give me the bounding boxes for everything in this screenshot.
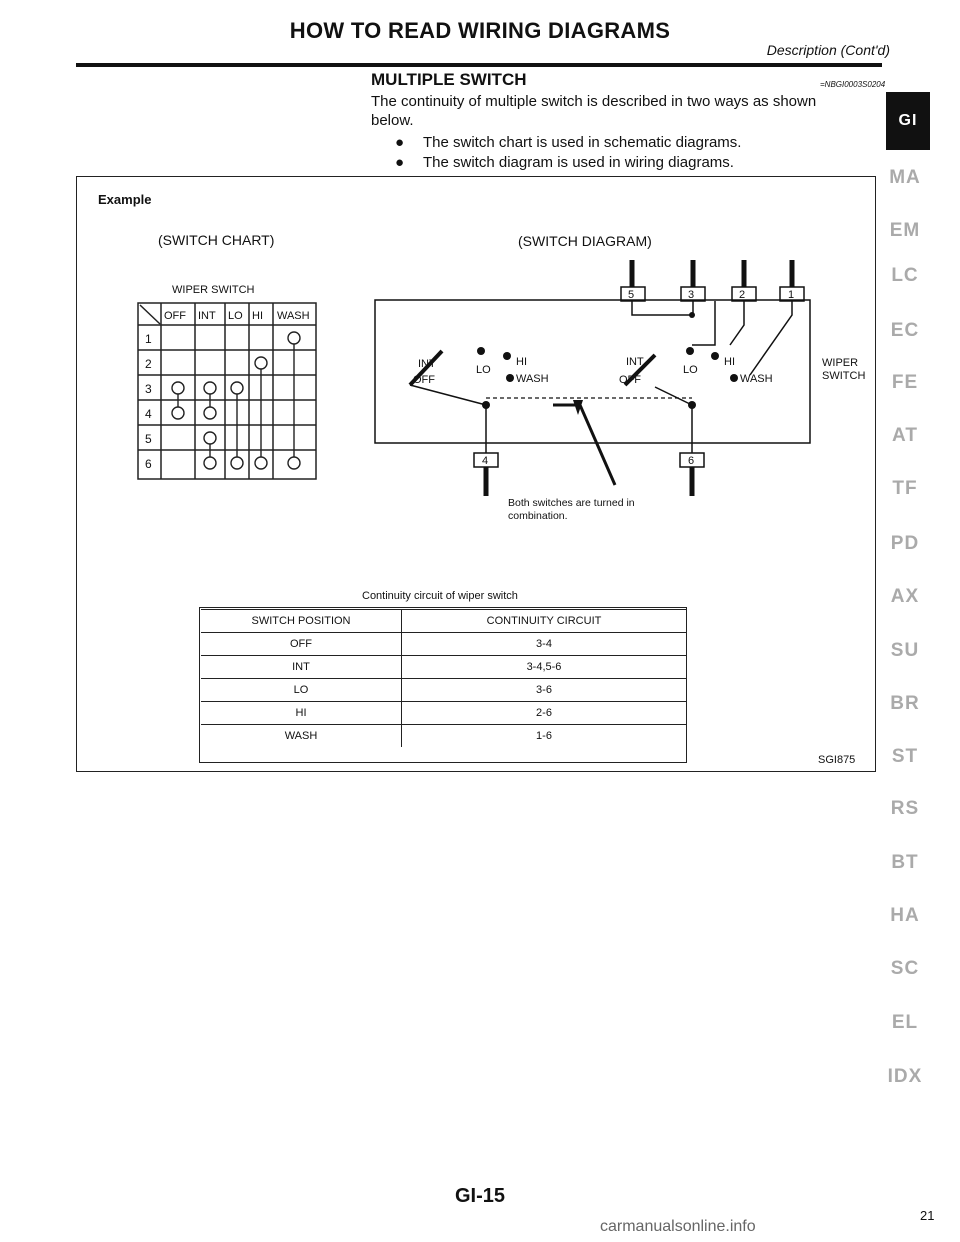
wiper-switch-chart-title: WIPER SWITCH (172, 284, 255, 296)
intro-line-1: The continuity of multiple switch is described in two ways as shown (371, 93, 817, 110)
chart-row-label: 5 (145, 432, 152, 446)
right-int-label: INT (626, 356, 644, 368)
chart-row-label: 2 (145, 357, 152, 371)
chart-row-label: 4 (145, 407, 152, 421)
left-int-label: INT (418, 358, 436, 370)
sidebar-tab-ec[interactable]: EC (890, 320, 920, 341)
bullet-item (395, 154, 734, 171)
chart-contact-circle (172, 407, 184, 419)
sidebar-tab-su[interactable]: SU (890, 640, 920, 661)
left-off-label: OFF (413, 374, 435, 386)
sidebar-tab-ma[interactable]: MA (889, 167, 921, 188)
left-hi-label: HI (516, 356, 527, 368)
page-subtitle: Description (Cont'd) (766, 42, 890, 58)
table-row (201, 702, 686, 725)
chart-contact-circle (204, 382, 216, 394)
section-heading: MULTIPLE SWITCH (371, 70, 527, 89)
wiper-label-line: SWITCH (822, 370, 866, 382)
terminal-label: 4 (482, 455, 489, 467)
table-cell: INT (201, 656, 402, 679)
contact-dot (711, 352, 719, 360)
switch-diagram (370, 255, 820, 500)
contact-dot (506, 374, 514, 382)
sidebar-tab-bt[interactable]: BT (891, 852, 919, 873)
intro-line-2: below. (371, 112, 414, 129)
terminal-label: 1 (788, 289, 795, 301)
sidebar-tab-st[interactable]: ST (891, 746, 919, 767)
table-cell: 3-4,5-6 (402, 656, 687, 679)
bullet-dot-icon: ● (395, 134, 405, 151)
terminal-label: 5 (628, 289, 635, 301)
table-cell: WASH (201, 725, 402, 748)
table-cell: 1-6 (536, 730, 552, 742)
terminal-label: 6 (688, 455, 695, 467)
table-cell: OFF (201, 633, 402, 656)
sidebar-tab-at[interactable]: AT (892, 425, 918, 446)
table-cell: HI (201, 702, 402, 725)
switch-diagram-caption: (SWITCH DIAGRAM) (518, 233, 652, 249)
sidebar-tab-fe[interactable]: FE (891, 372, 919, 393)
wiper-switch-label (822, 357, 865, 383)
table-row (201, 656, 686, 679)
chart-contact-circle (172, 382, 184, 394)
chart-row-label: 1 (145, 332, 152, 346)
contact-dot (689, 312, 695, 318)
switch-chart-grid (135, 300, 320, 485)
sidebar-tab-ax[interactable]: AX (890, 586, 920, 607)
page-number: 21 (920, 1208, 935, 1223)
combination-note-line: Both switches are turned in (508, 497, 635, 509)
chart-contact-circle (255, 357, 267, 369)
bullet-item (395, 134, 741, 151)
sidebar-tab-rs[interactable]: RS (890, 798, 920, 819)
figure-code: SGI875 (818, 754, 856, 766)
contact-dot (688, 401, 696, 409)
chart-contact-circle (204, 407, 216, 419)
contact-dot (482, 401, 490, 409)
sidebar-tab-em[interactable]: EM (889, 220, 921, 241)
left-wash-label: WASH (516, 373, 549, 385)
reference-code: =NBGI0003S0204 (820, 80, 886, 89)
sidebar-tab-el[interactable]: EL (891, 1012, 919, 1033)
sidebar-tab-gi[interactable]: GI (886, 92, 930, 150)
sidebar-tab-pd[interactable]: PD (890, 533, 920, 554)
watermark: carmanualsonline.info (600, 1218, 756, 1235)
continuity-caption: Continuity circuit of wiper switch (362, 590, 518, 602)
chart-contact-circle (204, 432, 216, 444)
sidebar-tab-idx[interactable]: IDX (887, 1066, 923, 1087)
chart-col-off: OFF (164, 310, 186, 322)
table-cell: 2-6 (402, 702, 687, 725)
chart-col-wash: WASH (277, 310, 310, 322)
combination-note-line: combination. (508, 510, 568, 522)
switch-chart-caption: (SWITCH CHART) (158, 232, 275, 248)
table-cell: 3-6 (402, 679, 687, 702)
table-cell: 3-4 (402, 633, 687, 656)
contact-dot (477, 347, 485, 355)
terminal-label: 3 (688, 289, 695, 301)
sidebar-tab-sc[interactable]: SC (890, 958, 920, 979)
chart-contact-circle (288, 457, 300, 469)
table-header: SWITCH POSITION (201, 610, 402, 633)
bullet-text: The switch chart is used in schematic diagrams. (423, 134, 742, 151)
chart-col-lo: LO (228, 310, 243, 322)
chart-row-label: 6 (145, 457, 152, 471)
chart-col-hi: HI (252, 310, 263, 322)
section-description (371, 92, 881, 130)
chart-contact-circle (204, 457, 216, 469)
right-off-label: OFF (619, 374, 641, 386)
right-lo-label: LO (683, 364, 698, 376)
chart-contact-circle (231, 382, 243, 394)
chart-contact-circle (231, 457, 243, 469)
sidebar-tab-tf[interactable]: TF (892, 478, 918, 499)
combination-note (508, 497, 708, 523)
table-row (201, 633, 686, 656)
contact-dot (686, 347, 694, 355)
chart-contact-circle (255, 457, 267, 469)
chart-col-int: INT (198, 310, 216, 322)
contact-dot (730, 374, 738, 382)
sidebar-tab-br[interactable]: BR (890, 693, 920, 714)
table-header: CONTINUITY CIRCUIT (402, 610, 687, 633)
table-cell: LO (201, 679, 402, 702)
right-hi-label: HI (724, 356, 735, 368)
contact-dot (503, 352, 511, 360)
bullet-text: The switch diagram is used in wiring diagrams. (423, 154, 734, 171)
wiper-label-line: WIPER (822, 357, 859, 369)
sidebar-tab-lc[interactable]: LC (891, 265, 919, 286)
left-lo-label: LO (476, 364, 491, 376)
right-wash-label: WASH (740, 373, 773, 385)
table-row (201, 725, 686, 748)
table-row (201, 679, 686, 702)
table-header-row (201, 610, 686, 633)
bullet-dot-icon: ● (395, 154, 405, 171)
chart-row-label: 3 (145, 382, 152, 396)
chart-contact-circle (288, 332, 300, 344)
example-label: Example (98, 192, 152, 207)
header-rule (76, 63, 882, 67)
continuity-table (201, 609, 686, 747)
page-title: HOW TO READ WIRING DIAGRAMS (289, 18, 671, 43)
page-label: GI-15 (454, 1185, 506, 1207)
terminal-label: 2 (739, 289, 746, 301)
sidebar-tab-ha[interactable]: HA (890, 905, 920, 926)
